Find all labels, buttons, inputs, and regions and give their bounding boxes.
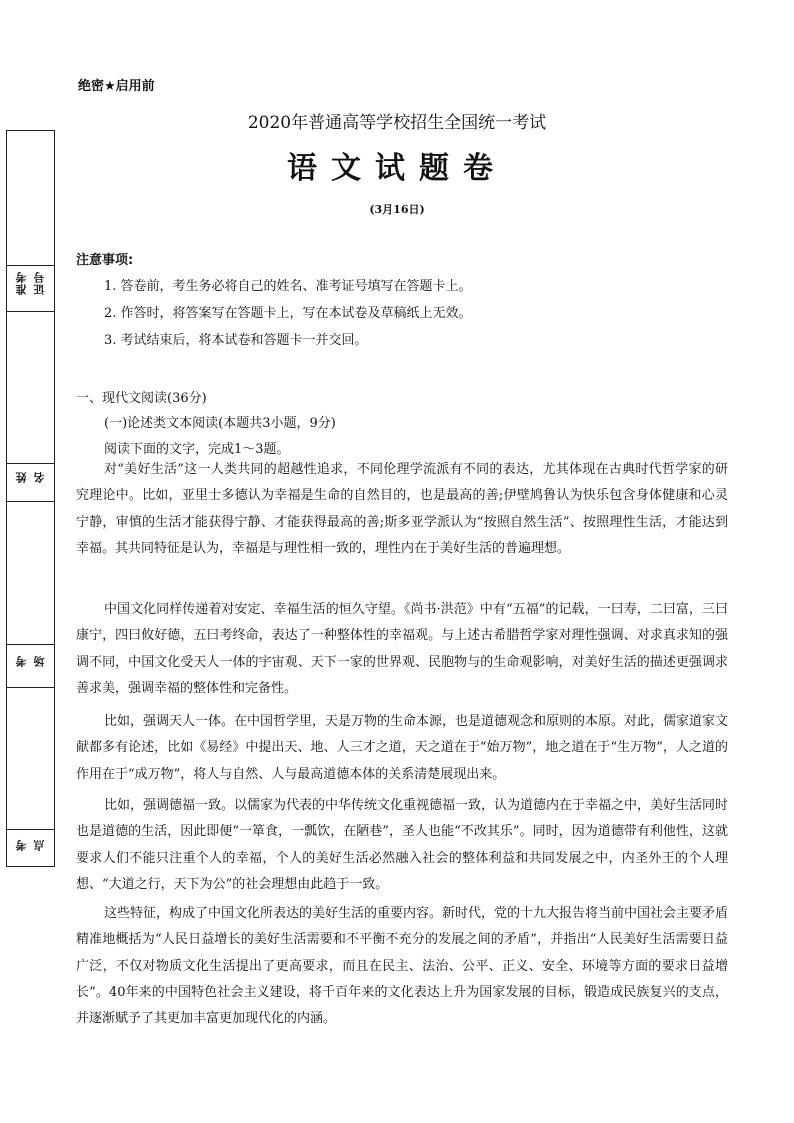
paper-title: 语文试题卷 — [287, 151, 507, 186]
note-item: 3. 考试结束后，将本试卷和答题卡一并交回。 — [104, 333, 368, 348]
name-label — [7, 471, 54, 483]
reading-instruction: 阅读下面的文字，完成1～3题。 — [104, 442, 290, 457]
label-col: 考 — [14, 655, 28, 667]
subsection-heading: (一)论述类文本阅读(本题共3小题，9分) — [104, 416, 336, 431]
notes-heading: 注意事项: — [76, 253, 134, 268]
strip-divider — [7, 829, 54, 830]
strip-divider — [7, 265, 54, 266]
strip-divider — [7, 501, 54, 502]
label-col: 名 — [32, 471, 46, 483]
strip-divider — [7, 687, 54, 688]
passage-paragraph: 比如，强调天人一体。在中国哲学里，天是万物的生命本源，也是道德观念和原则的本原。对此，儒家道家文献都多有论述，比如《易经》中提出天、地、人三才之道，天之道在于“始万物”，地之道在于“生万物”，人之道的作用在于“成万物”，将人与自然、人与最高道德本体的关系清楚展现出来。 — [76, 714, 729, 782]
passage-paragraph: 对“美好生活”这一人类共同的超越性追求，不同伦理学流派有不同的表达，尤其体现在古典时代哲学家的研究理论中。比如，亚里士多德认为幸福是生命的自然目的，也是最高的善;伊壁鸠鲁认为快乐包含身体健康和心灵宁静，审慎的生活才能获得宁静、才能获得最高的善;斯多亚学派认为“按照自然生活”、按照理性生活，才能达到幸福。其共同特征是认为，幸福是与理性相一致的，理性内在于美好生活的普遍理想。 — [76, 462, 728, 556]
note-item: 1. 答卷前，考生务必将自己的姓名、准考证号填写在答题卡上。 — [104, 279, 472, 294]
label-col: 准考 — [14, 271, 28, 295]
label-col: 证号 — [32, 271, 46, 295]
exam-date: (3月16日) — [369, 203, 425, 216]
note-item: 2. 作答时，将答案写在答题卡上，写在本试卷及草稿纸上无效。 — [104, 306, 472, 321]
passage-paragraph: 比如，强调德福一致。以儒家为代表的中华传统文化重视德福一致，认为道德内在于幸福之中，美好生活同时也是道德的生活，因此即便“一箪食，一瓢饮，在陋巷”，圣人也能“不改其乐”。同时，因为道德带有利他性，这就要求人们不能只注重个人的幸福，个人的美好生活必然融入社会的整体利益和共同发展之中，内圣外王的个人理想、“大道之行，天下为公”的社会理想由此趋于一致。 — [76, 798, 729, 892]
exam-site-label — [7, 839, 54, 851]
label-col: 考 — [14, 839, 28, 851]
strip-divider — [7, 644, 54, 645]
confidential-mark: 绝密★启用前 — [78, 79, 155, 94]
strip-divider — [7, 311, 54, 312]
strip-divider — [7, 463, 54, 464]
passage-paragraph: 这些特征，构成了中国文化所表达的美好生活的重要内容。新时代，党的十九大报告将当前中国社会主要矛盾精准地概括为“人民日益增长的美好生活需要和不平衡不充分的发展之间的矛盾”，并指出“人民美好生活需要日益广泛，不仅对物质文化生活提出了更高要求，而且在民主、法治、公平、正义、安全、环境等方面的要求日益增长”。40年来的中国特色社会主义建设，将千百年来的文化表达上升为国家发展的目标，锻造成民族复兴的支点，并逐渐赋予了其更加丰富更加现代化的内涵。 — [76, 906, 729, 1027]
label-col: 场 — [32, 655, 46, 667]
section-heading: 一、现代文阅读(36分) — [76, 391, 207, 406]
exam-room-label — [7, 655, 54, 667]
label-col: 点 — [32, 839, 46, 851]
admission-number-label — [7, 271, 54, 295]
exam-title: 2020年普通高等学校招生全国统一考试 — [247, 113, 547, 133]
binding-strip — [6, 130, 55, 867]
label-col: 姓 — [14, 471, 28, 483]
passage-paragraph: 中国文化同样传递着对安定、幸福生活的恒久守望。《尚书·洪范》中有“五福”的记载，一曰寿，二曰富，三曰康宁，四曰攸好德，五曰考终命，表达了一种整体性的幸福观。与上述古希腊哲学家对理性强调、对求真求知的强调不同，中国文化受天人一体的宇宙观、天下一家的世界观、民胞物与的生命观影响，对美好生活的描述更强调求善求美，强调幸福的整体性和完备性。 — [76, 602, 728, 696]
